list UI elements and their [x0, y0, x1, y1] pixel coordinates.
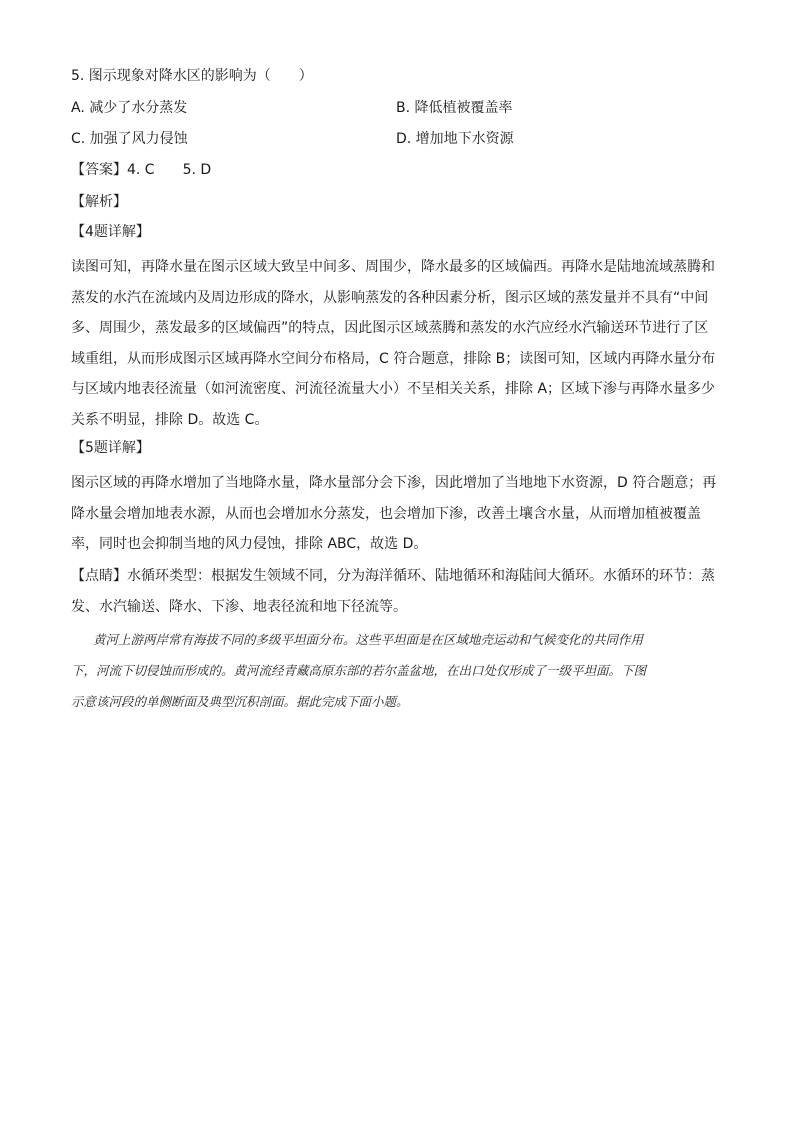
option-a: A. 减少了水分蒸发: [71, 100, 188, 116]
intro-line: 示意该河段的单侧断面及典型沉积剖面。据此完成下面小题。: [71, 694, 409, 709]
detail-5-line: 降水量会增加地表水源，从而也会增加水分蒸发，也会增加下渗，改善土壤含水量，从而增加植被覆盖: [71, 505, 701, 522]
comment-line: 【点睛】水循环类型：根据发生领域不同，分为海洋循环、陆地循环和海陆间大循环。水循环的环节：蒸: [71, 568, 715, 584]
detail-4-line: 蒸发的水汽在流域内及周边形成的降水，从影响蒸发的各种因素分析，图示区域的蒸发量并不具有“中间: [71, 289, 709, 306]
answer-text: 4. C 5. D: [127, 162, 212, 178]
intro-line: 下，河流下切侵蚀而形成的。黄河流经青藏高原东部的若尔盖盆地，在出口处仅形成了一级平坦面。下图: [71, 663, 647, 678]
question-5-stem: 5. 图示现象对降水区的影响为（ ）: [71, 68, 313, 84]
passage-intro: [71, 624, 723, 717]
comment-paragraph: [71, 561, 723, 622]
detail-4-line: 域重组，从而形成图示区域再降水空间分布格局，C 符合题意，排除 B；读图可知，区域内再降水量分布: [71, 350, 716, 367]
answer-line: [71, 160, 211, 180]
intro-line: 黄河上游两岸常有海拔不同的多级平坦面分布。这些平坦面是在区域地壳运动和气候变化的共同作用: [93, 632, 644, 647]
option-d: D. 增加地下水资源: [396, 131, 514, 147]
detail-4-line: 读图可知，再降水量在图示区域大致呈中间多、周围少，降水最多的区域偏西。再降水是陆地流域蒸腾和: [71, 259, 715, 275]
detail-5-paragraph: [71, 468, 723, 560]
detail-4-line: 多、周围少，蒸发最多的区域偏西”的特点，因此图示区域蒸腾和蒸发的水汽应经水汽输送环节进行了区: [71, 320, 709, 336]
detail-5-line: 图示区域的再降水增加了当地降水量，降水量部分会下渗，因此增加了当地地下水资源，D 符合题意；再: [71, 475, 717, 491]
option-b: B. 降低植被覆盖率: [396, 100, 513, 116]
detail-4-heading: 【4题详解】: [71, 224, 150, 240]
option-c: C. 加强了风力侵蚀: [71, 131, 188, 147]
detail-5-line: 率，同时也会抑制当地的风力侵蚀，排除 ABC，故选 D。: [71, 536, 428, 552]
detail-4-line: 与区域内地表径流量（如河流密度、河流径流量大小）不呈相关关系，排除 A；区域下渗与再降水量多少: [71, 381, 716, 397]
detail-5-heading: 【5题详解】: [71, 440, 150, 456]
analysis-heading: 【解析】: [71, 194, 127, 210]
detail-4-line: 关系不明显，排除 D。故选 C。: [71, 411, 269, 428]
comment-line: 发、水汽输送、降水、下渗、地表径流和地下径流等。: [71, 598, 407, 615]
answer-label: 【答案】: [71, 162, 127, 178]
detail-4-paragraph: [71, 252, 723, 435]
